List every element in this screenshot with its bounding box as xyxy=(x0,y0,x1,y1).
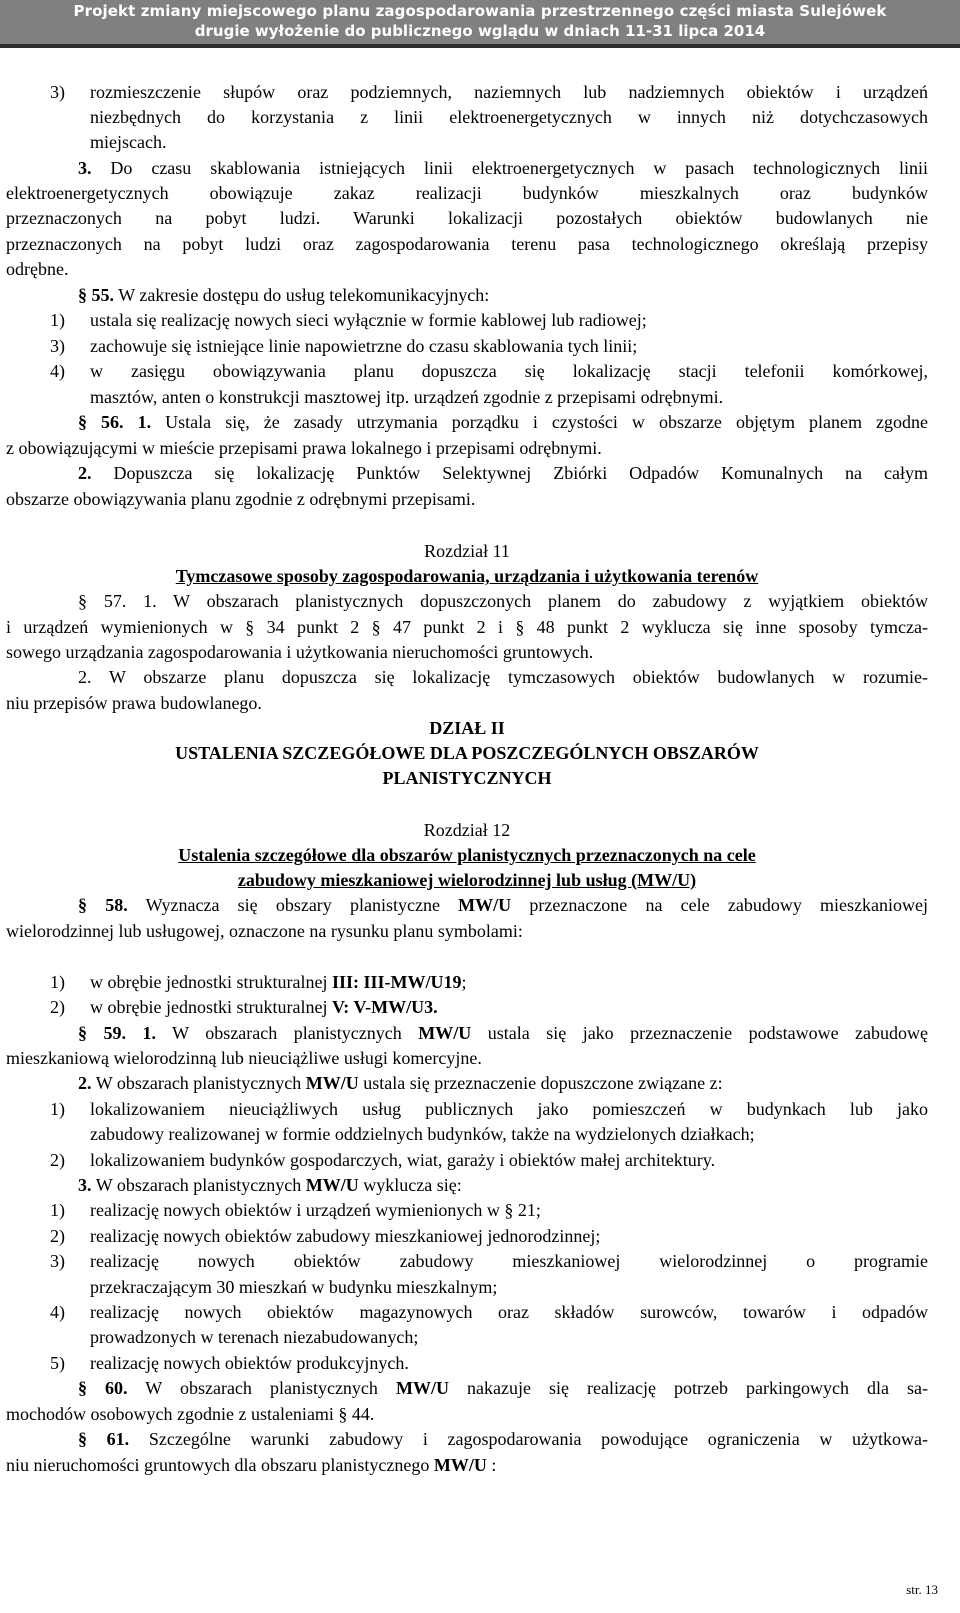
list-item: realizację nowych obiektów zabudowy mieszkaniowej wielorodzinnej o programie xyxy=(90,1251,928,1271)
list-number: 5) xyxy=(50,1353,65,1373)
list-item: lokalizowaniem budynków gospodarczych, wiat, garaży i obiektów małej architektury. xyxy=(90,1150,716,1170)
text-line: masztów, anten o konstrukcji masztowej itp. urządzeń zgodnie z przepisami odrębnymi. xyxy=(90,387,724,407)
list-item: realizację nowych obiektów i urządzeń wymienionych w § 21; xyxy=(90,1200,541,1220)
text-line: i urządzeń wymienionych w § 34 punkt 2 § 47 punkt 2 i § 48 punkt 2 wyklucza się inne sposoby tymcza- xyxy=(6,617,928,637)
section-55-heading: § 55. W zakresie dostępu do usług telekomunikacyjnych: xyxy=(78,285,490,305)
list-number: 1) xyxy=(50,310,65,330)
list-item: realizację nowych obiektów zabudowy mieszkaniowej jednorodzinnej; xyxy=(90,1226,601,1246)
chapter-12-subtitle-line-2: zabudowy mieszkaniowej wielorodzinnej lub usług (MW/U) xyxy=(237,870,697,890)
text-line: prowadzonych w terenach niezabudowanych; xyxy=(90,1327,419,1347)
text-line: niu przepisów prawa budowlanego. xyxy=(6,693,262,713)
list-item: lokalizowaniem nieuciążliwych usług publicznych jako pomieszczeń w budynkach lub jako xyxy=(90,1099,928,1119)
text-line: rozmieszczenie słupów oraz podziemnych, naziemnych lub nadziemnych obiektów i urządzeń xyxy=(90,82,928,102)
list-item: ustala się realizację nowych sieci wyłącznie w formie kablowej lub radiowej; xyxy=(90,310,647,330)
section-61-line: § 61. Szczególne warunki zabudowy i zagospodarowania powodujące ograniczenia w użytkowa- xyxy=(78,1429,929,1449)
text-line: obszarze obowiązywania planu zgodnie z odrębnymi przepisami. xyxy=(6,489,476,509)
division-subtitle-line-1: USTALENIA SZCZEGÓŁOWE DLA POSZCZEGÓLNYCH OBSZARÓW xyxy=(175,743,759,763)
list-number: 4) xyxy=(50,361,65,381)
text-line: niu nieruchomości gruntowych dla obszaru planistycznego MW/U : xyxy=(6,1455,497,1475)
page-header-banner xyxy=(0,0,960,48)
section-56-2-line: 2. Dopuszcza się lokalizację Punktów Selektywnej Zbiórki Odpadów Komunalnych na całym xyxy=(78,463,928,483)
text-line: zabudowy realizowanej w formie oddzielnych budynków, także na wydzielonych działkach; xyxy=(90,1124,755,1144)
header-title-line-1: Projekt zmiany miejscowego planu zagospodarowania przestrzennego części miasta Sulejówek xyxy=(73,2,887,20)
section-59-3-line: 3. W obszarach planistycznych MW/U wyklucza się: xyxy=(78,1175,462,1195)
text-line: mochodów osobowych zgodnie z ustaleniami § 44. xyxy=(6,1404,375,1424)
list-item: w zasięgu obowiązywania planu dopuszcza się lokalizację stacji telefonii komórkowej, xyxy=(90,361,928,381)
section-57-line: § 57. 1. W obszarach planistycznych dopuszczonych planem do zabudowy z wyjątkiem obiektów xyxy=(78,591,928,611)
chapter-12-subtitle-line-1: Ustalenia szczegółowe dla obszarów planistycznych przeznaczonych na cele xyxy=(178,845,756,865)
list-number: 2) xyxy=(50,1150,65,1170)
header-title-line-2: drugie wyłożenie do publicznego wglądu w dniach 11-31 lipca 2014 xyxy=(194,22,766,40)
list-item: zachowuje się istniejące linie napowietrzne do czasu skablowania tych linii; xyxy=(90,336,638,356)
section-59-2-line: 2. W obszarach planistycznych MW/U ustala się przeznaczenie dopuszczone związane z: xyxy=(78,1073,723,1093)
paragraph-number: 3. xyxy=(78,158,92,178)
chapter-11-subtitle: Tymczasowe sposoby zagospodarowania, urządzania i użytkowania terenów xyxy=(175,566,759,586)
text-line: wielorodzinnej lub usługowej, oznaczone na rysunku planu symbolami: xyxy=(6,921,523,941)
text-line: mieszkaniową wielorodzinną lub nieuciążliwe usługi komercyjne. xyxy=(6,1048,482,1068)
division-subtitle-line-2: PLANISTYCZNYCH xyxy=(382,768,552,788)
text-line: przeznaczonych na pobyt ludzi oraz zagospodarowania terenu pasa technologicznego określają przepisy xyxy=(6,234,928,254)
section-59-line: § 59. 1. W obszarach planistycznych MW/U ustala się jako przeznaczenie podstawowe zabudowę xyxy=(78,1023,929,1043)
list-number: 1) xyxy=(50,1200,65,1220)
list-item: w obrębie jednostki strukturalnej III: III-MW/U19; xyxy=(90,972,467,992)
list-number: 2) xyxy=(50,1226,65,1246)
section-56-line: § 56. 1. Ustala się, że zasady utrzymania porządku i czystości w obszarze objętym planem zgodne xyxy=(78,412,929,432)
division-title: DZIAŁ II xyxy=(429,718,505,738)
list-number: 1) xyxy=(50,972,65,992)
text-line: elektroenergetycznych obowiązuje zakaz realizacji budynków mieszkalnych oraz budynków xyxy=(6,183,928,203)
text-line: z obowiązującymi w mieście przepisami prawa lokalnego i przepisami odrębnymi. xyxy=(6,438,602,458)
text-line: przekraczającym 30 mieszkań w budynku mieszkalnym; xyxy=(90,1277,498,1297)
text-line: przeznaczonych na pobyt ludzi. Warunki lokalizacji pozostałych obiektów budowlanych nie xyxy=(6,208,928,228)
list-item: realizację nowych obiektów produkcyjnych. xyxy=(90,1353,409,1373)
list-number: 4) xyxy=(50,1302,65,1322)
text-line: odrębne. xyxy=(6,259,69,279)
chapter-11-title: Rozdział 11 xyxy=(424,541,510,561)
list-number: 3) xyxy=(50,82,65,102)
list-number: 3) xyxy=(50,1251,65,1271)
section-57-2-line: 2. W obszarze planu dopuszcza się lokalizację tymczasowych obiektów budowlanych w rozumie- xyxy=(78,667,928,687)
page-number: str. 13 xyxy=(906,1582,938,1597)
list-number: 2) xyxy=(50,997,65,1017)
section-58-line: § 58. Wyznacza się obszary planistyczne MW/U przeznaczone na cele zabudowy mieszkaniowej xyxy=(78,895,928,915)
paragraph-line: 3. Do czasu skablowania istniejących linii elektroenergetycznych w pasach technologicznych linii xyxy=(78,158,929,178)
text-line: sowego urządzania zagospodarowania i użytkowania nieruchomości gruntowych. xyxy=(6,642,594,662)
section-60-line: § 60. W obszarach planistycznych MW/U nakazuje się realizację potrzeb parkingowych dla sa- xyxy=(78,1378,929,1398)
chapter-12-title: Rozdział 12 xyxy=(423,820,511,840)
text-line: miejscach. xyxy=(90,132,167,152)
list-item: w obrębie jednostki strukturalnej V: V-MW/U3. xyxy=(90,997,438,1017)
text-line: niezbędnych do korzystania z linii elektroenergetycznych w innych niż dotychczasowych xyxy=(90,107,928,127)
list-item: realizację nowych obiektów magazynowych oraz składów surowców, towarów i odpadów xyxy=(90,1302,928,1322)
list-number: 3) xyxy=(50,336,65,356)
list-number: 1) xyxy=(50,1099,65,1119)
